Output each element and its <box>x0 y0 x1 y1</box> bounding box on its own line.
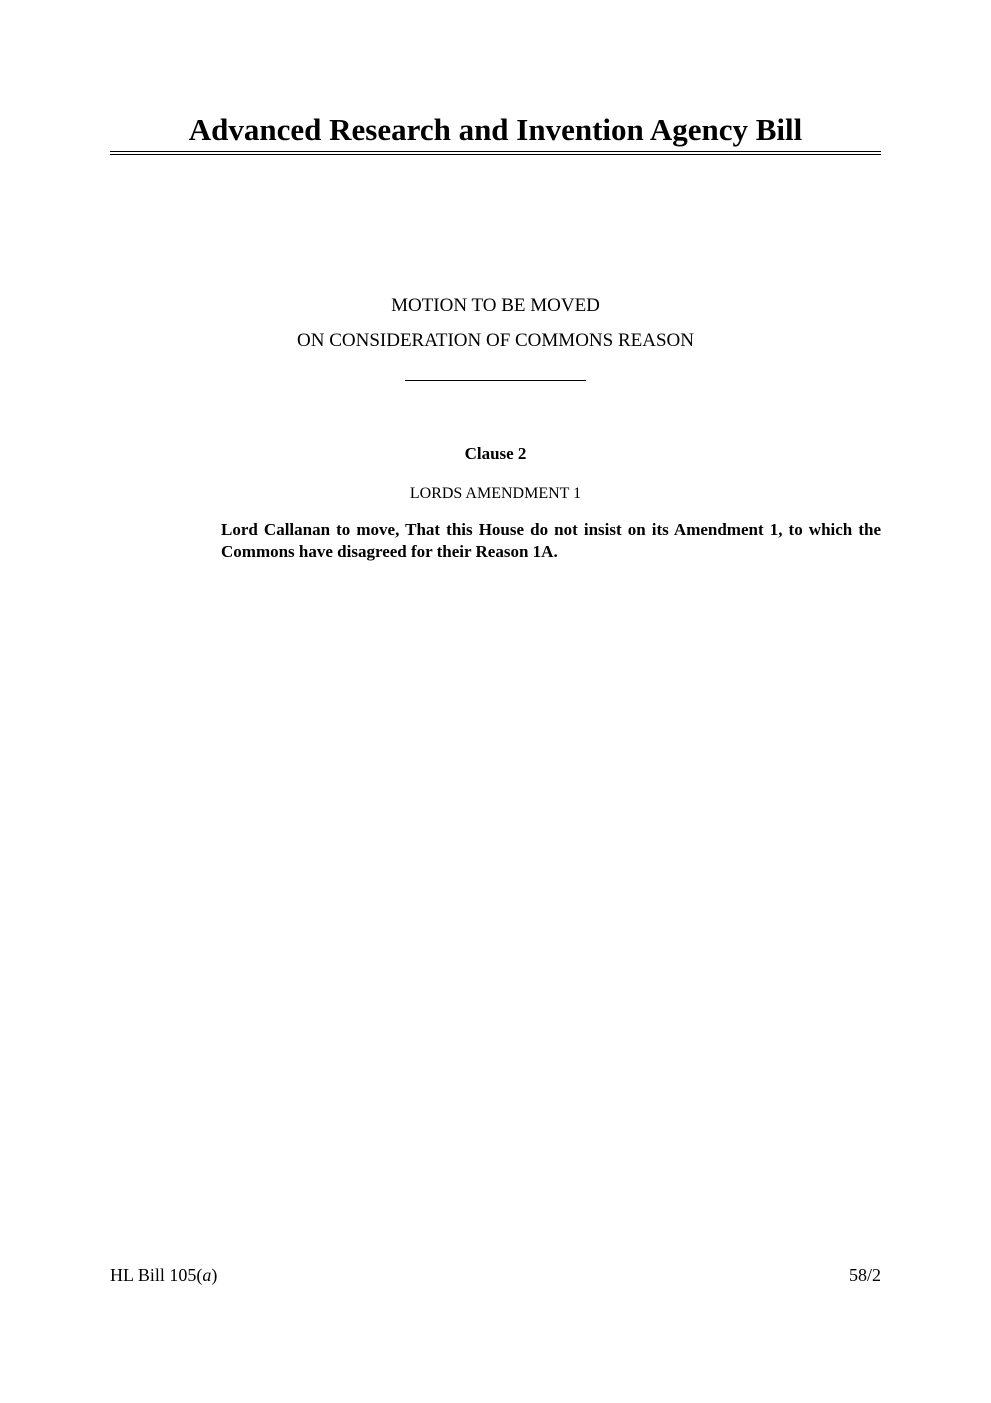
title-double-rule <box>110 151 881 155</box>
bill-number <box>110 1263 217 1287</box>
section-divider <box>405 380 586 381</box>
motion-heading-line-2: ON CONSIDERATION OF COMMONS REASON <box>297 330 694 351</box>
bill-reference: 58/2 <box>848 1265 881 1285</box>
amendment-heading: LORDS AMENDMENT 1 <box>409 485 582 502</box>
bill-number-suffix: ) <box>211 1265 218 1285</box>
clause-heading: Clause 2 <box>464 444 527 463</box>
motion-text: Lord Callanan to move, That this House do not insist on its Amendment 1, to which the Commons have disagreed for their Reason 1A. <box>221 520 881 561</box>
bill-number-italic: a <box>202 1265 212 1285</box>
bill-title: Advanced Research and Invention Agency Bill <box>188 112 803 147</box>
motion-heading-line-1: MOTION TO BE MOVED <box>391 295 600 316</box>
bill-number-prefix: HL Bill 105( <box>110 1265 203 1285</box>
